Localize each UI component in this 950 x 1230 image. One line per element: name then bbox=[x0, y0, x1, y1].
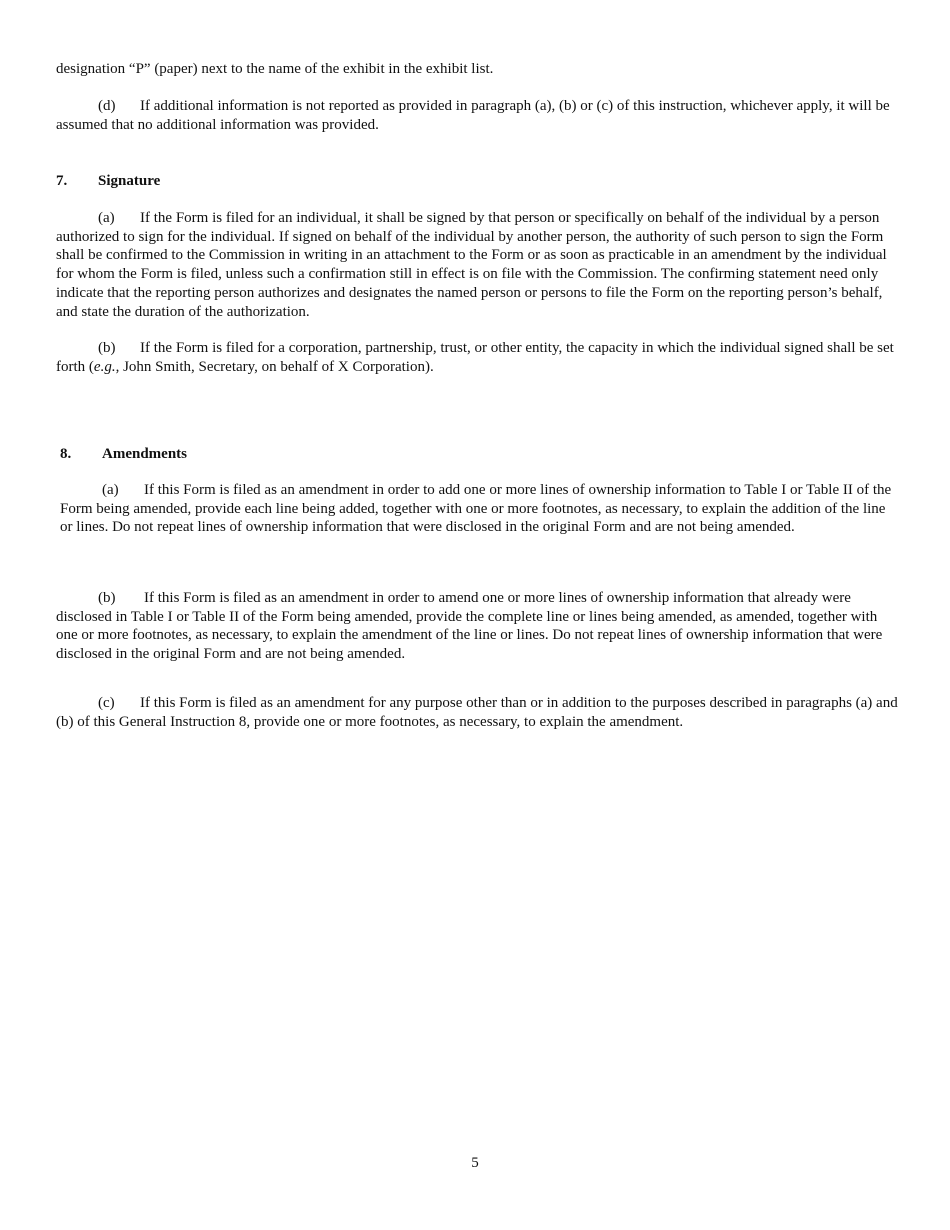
section-8-paragraph-b-text: If this Form is filed as an amendment in order to amend one or more lines of ownership information that already were disclosed in Table I or Table II of the Form being amended, provide the complete line or lines being amended, as amended, together with one or more footnotes, as necessary, to explain the amendment of the line or lines. Do not repeat lines of ownership information that were disclosed in the original Form and are not being amended. bbox=[56, 590, 883, 663]
section-7-number: 7. bbox=[56, 173, 68, 189]
section-7-paragraph-b-italic: e.g. bbox=[93, 358, 116, 375]
section-7-paragraph-a-text: If the Form is filed for an individual, it shall be signed by that person or specifically on behalf of the individual by a person authorized to sign for the individual. If signed on behalf of the individual by another person, the authority of such person to sign the Form shall be confirmed to the Commission in writing in an attachment to the Form or as soon as practicable in an amendment by the individual for whom the Form is filed, unless such a confirmation still in effect is on file with the Commission. The confirming statement need only indicate that the reporting person authorizes and designates the named person or persons to file the Form on the reporting person’s behalf, and state the duration of the authorization. bbox=[56, 210, 887, 320]
section-8-paragraph-c-label: (c) bbox=[98, 695, 115, 711]
section-8-paragraph-c bbox=[56, 694, 898, 731]
paragraph-d-label: (d) bbox=[98, 98, 116, 114]
section-8-paragraph-a bbox=[60, 481, 898, 537]
section-8-paragraph-b-label: (b) bbox=[98, 590, 116, 606]
section-8-title: Amendments bbox=[102, 446, 187, 462]
section-8-paragraph-a-label: (a) bbox=[102, 482, 119, 498]
paragraph-d-text: If additional information is not reported as provided in paragraph (a), (b) or (c) of this instruction, whichever apply, it will be assumed that no additional information was provided. bbox=[56, 98, 890, 133]
section-7-paragraph-b-text-before: If the Form is filed for a corporation, partnership, trust, or other entity, the capacity in which the individual signed shall be set forth ( bbox=[56, 340, 894, 375]
section-7-paragraph-b bbox=[56, 339, 898, 376]
section-8-number: 8. bbox=[60, 446, 72, 462]
section-7-paragraph-a bbox=[56, 209, 898, 321]
section-7-paragraph-b-text-after: , John Smith, Secretary, on behalf of X Corporation). bbox=[115, 358, 434, 375]
section-7-heading bbox=[56, 172, 160, 191]
section-8-paragraph-a-text: If this Form is filed as an amendment in order to add one or more lines of ownership information to Table I or Table II of the Form being amended, provide each line being added, together with one or more footnotes, as necessary, to explain the addition of the line or lines. Do not repeat lines of ownership information that were disclosed in the original Form and are not being amended. bbox=[60, 482, 892, 536]
page-number: 5 bbox=[471, 1155, 479, 1171]
section-7-title: Signature bbox=[98, 173, 161, 189]
top-fragment-text: designation “P” (paper) next to the name of the exhibit in the exhibit list. bbox=[56, 61, 494, 77]
paragraph-d bbox=[56, 97, 898, 134]
section-8-heading bbox=[60, 445, 187, 464]
section-7-paragraph-b-label: (b) bbox=[98, 340, 116, 356]
section-8-paragraph-c-text: If this Form is filed as an amendment for any purpose other than or in addition to the purposes described in paragraphs (a) and (b) of this General Instruction 8, provide one or more footnotes, as necessary, to explain the amendment. bbox=[56, 695, 898, 730]
section-8-paragraph-b bbox=[56, 589, 898, 664]
section-7-paragraph-a-label: (a) bbox=[98, 210, 115, 226]
